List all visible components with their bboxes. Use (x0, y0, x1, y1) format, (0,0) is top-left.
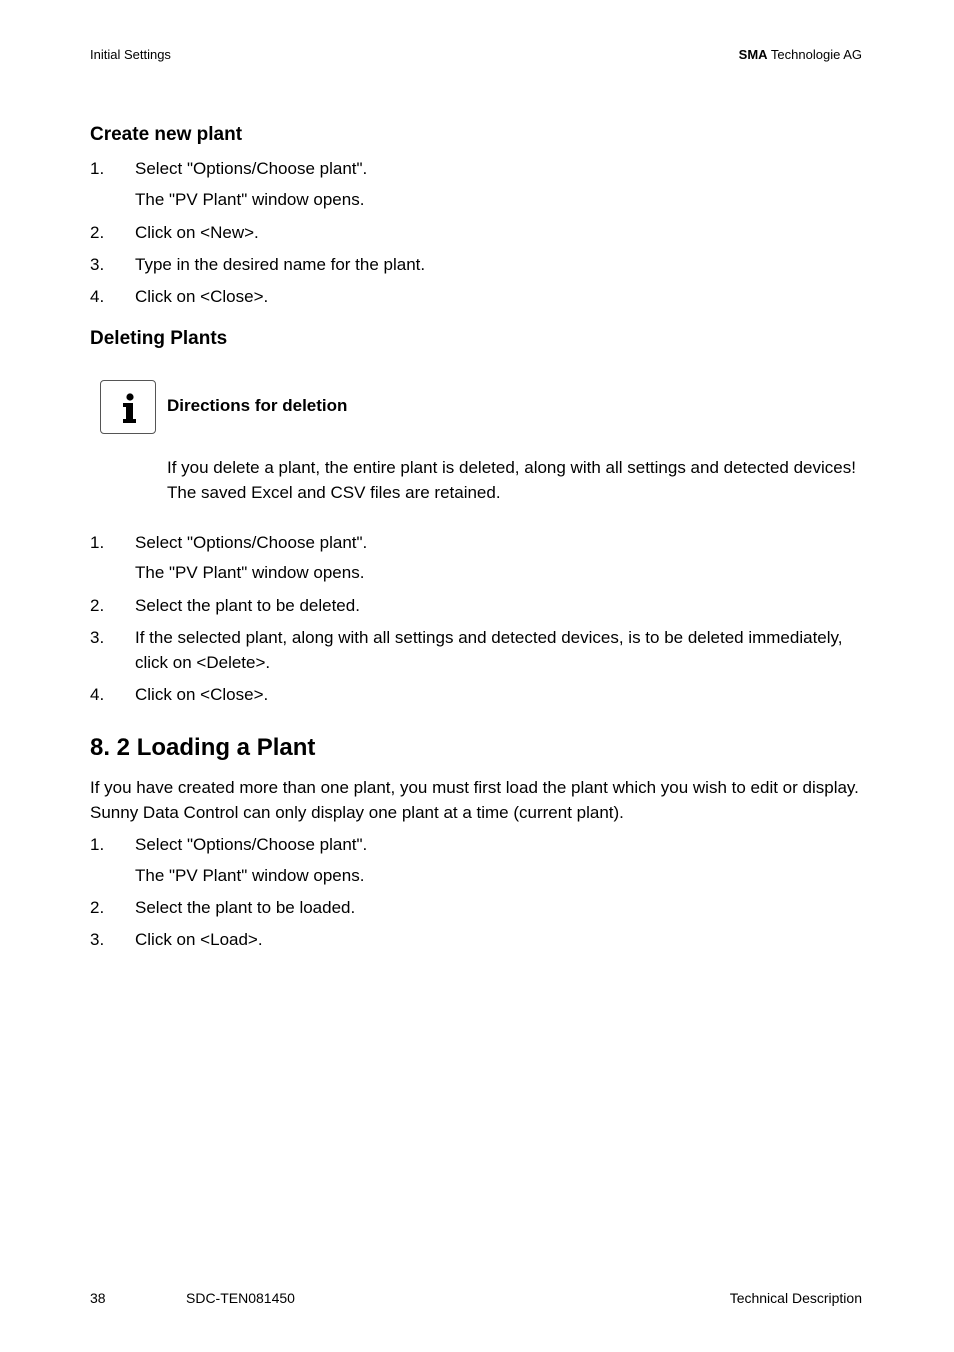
header-section-title: Initial Settings (90, 47, 171, 62)
step-text: Click on <Close>. (135, 685, 269, 704)
step-number: 4. (90, 287, 105, 306)
note-text: If you delete a plant, the entire plant is deleted, along with all settings and detected devices! The saved Excel and CSV files are retained. (167, 458, 856, 502)
step-number: 4. (90, 685, 105, 704)
step-text: Click on <New>. (135, 223, 259, 242)
step-number: 1. (90, 533, 105, 552)
delete-step-2 (90, 593, 865, 618)
load-step-2 (90, 895, 865, 920)
loading-intro: If you have created more than one plant, you must first load the plant which you wish to edit or display. Sunny Data Control can only display one plant at a time (current plant). (90, 778, 859, 822)
header-company-rest: Technologie AG (767, 47, 862, 62)
step-number: 2. (90, 223, 105, 242)
step-text: Select "Options/Choose plant". (135, 533, 368, 552)
page-number: 38 (90, 1290, 106, 1306)
step-number: 3. (90, 930, 105, 949)
step-number: 2. (90, 596, 105, 615)
create-step-3 (90, 252, 865, 277)
delete-step-3 (90, 625, 865, 675)
delete-step-1 (90, 530, 865, 555)
loading-plant-heading: 8. 2 Loading a Plant (90, 734, 316, 761)
load-step-1-result: The "PV Plant" window opens. (135, 866, 365, 885)
step-number: 1. (90, 159, 105, 178)
header-brand: SMA (738, 47, 768, 62)
step-number: 3. (90, 628, 105, 647)
step-number: 1. (90, 835, 105, 854)
create-step-1-result: The "PV Plant" window opens. (135, 190, 365, 209)
create-step-2 (90, 220, 865, 245)
step-text: Select "Options/Choose plant". (135, 159, 368, 178)
step-text: Select the plant to be deleted. (135, 596, 360, 615)
step-number: 2. (90, 898, 105, 917)
note-title: Directions for deletion (167, 396, 348, 415)
step-text: Select "Options/Choose plant". (135, 835, 368, 854)
delete-plants-heading: Deleting Plants (90, 328, 228, 349)
load-step-1 (90, 832, 865, 857)
step-text: Type in the desired name for the plant. (135, 255, 426, 274)
header-company (739, 47, 862, 62)
load-step-3 (90, 927, 865, 952)
document-type: Technical Description (729, 1290, 862, 1306)
step-text: If the selected plant, along with all settings and detected devices, is to be deleted immediately, click on <Delete>. (135, 628, 843, 672)
step-text: Click on <Load>. (135, 930, 263, 949)
document-id: SDC-TEN081450 (186, 1290, 295, 1306)
info-icon-glyph (101, 381, 157, 435)
step-text: Click on <Close>. (135, 287, 269, 306)
create-step-1 (90, 156, 865, 181)
delete-step-1-result: The "PV Plant" window opens. (135, 563, 365, 582)
info-icon (100, 380, 156, 434)
create-plant-heading: Create new plant (90, 124, 243, 145)
delete-step-4 (90, 682, 865, 707)
step-number: 3. (90, 255, 105, 274)
create-step-4 (90, 284, 865, 309)
step-text: Select the plant to be loaded. (135, 898, 356, 917)
